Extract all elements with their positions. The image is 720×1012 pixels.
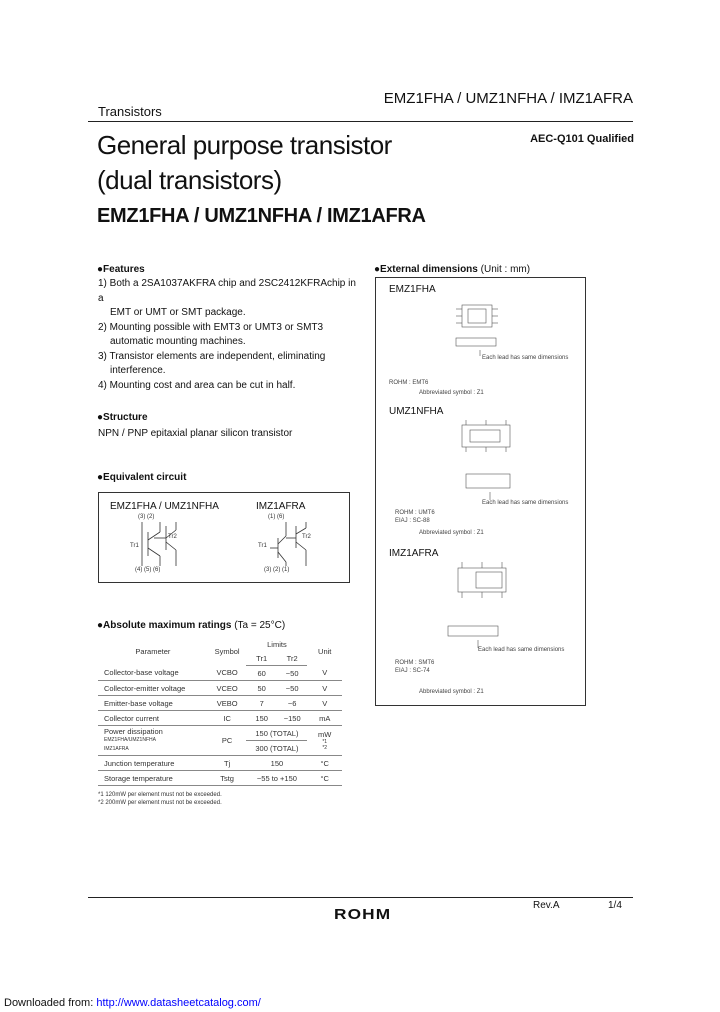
bullet-icon: ● [97,472,104,483]
col-symbol: Symbol [214,646,240,656]
col-parameter: Parameter [135,646,171,656]
rohm-logo: ROHM [334,906,392,923]
col-unit: Unit [318,646,332,656]
features-heading: ●Features [97,264,145,275]
dimensions-heading: ●External dimensions (Unit : mm) [374,264,531,275]
col-tr1: Tr1 [246,651,277,666]
bullet-icon: ● [97,412,104,423]
bullet-icon: ● [97,620,104,631]
list-item: EMT or UMT or SMT package. [110,307,246,318]
circuit-right-top-pins: (1) (6) [268,514,285,520]
circuit-right-bottom-pins: (3) (2) (1) [264,567,290,573]
list-item: 3) Transistor elements are independent, eliminating [98,350,326,362]
pkg1-abbrev: Abbreviated symbol : Z1 [419,390,484,396]
ratings-heading: ●Absolute maximum ratings (Ta = 25°C) [97,620,286,631]
table-row: 300 (TOTAL) [98,741,342,756]
revision: Rev.A [533,900,560,911]
bullet-icon: ● [374,264,381,275]
structure-heading: ●Structure [97,412,148,423]
pkg3-abbrev: Abbreviated symbol : Z1 [419,689,484,695]
pkg2-code1: ROHM : UMT6 [395,510,435,516]
pkg1-note: Each lead has same dimensions [482,355,569,361]
equivalent-circuit-heading: ●Equivalent circuit [97,472,187,483]
table-row: Collector-base voltage VCBO 60 −50 V [98,666,342,681]
pkg2-name: UMZ1NFHA [389,406,444,417]
list-item: automatic mounting machines. [110,336,246,347]
circuit-left-bottom-pins: (4) (5) (6) [135,567,161,573]
list-item: 1) Both a 2SA1037AKFRA chip and 2SC2412KFRAchip in a [98,278,356,304]
circuit-right-tr1: Tr1 [258,543,267,549]
footnote: *1 120mW per element must not be exceeded. [98,792,222,798]
table-row: Collector current IC 150 −150 mA [98,711,342,726]
footnote: *2 200mW per element must not be exceeded. [98,800,222,806]
pkg2-code2: EIAJ : SC-88 [395,518,430,524]
circuit-right-label: IMZ1AFRA [256,501,306,512]
footer-rule [88,897,633,898]
circuit-right-tr2: Tr2 [302,534,311,540]
qualification-badge: AEC-Q101 Qualified [530,133,634,145]
download-line [4,997,261,1009]
pkg2-abbrev: Abbreviated symbol : Z1 [419,530,484,536]
pkg1-name: EMZ1FHA [389,284,436,295]
pkg1-code: ROHM : EMT6 [389,380,429,386]
pkg3-code1: ROHM : SMT6 [395,660,435,666]
pkg2-note: Each lead has same dimensions [482,500,569,506]
list-item: 2) Mounting possible with EMT3 or UMT3 or SMT3 [98,321,324,333]
table-row: Collector-emitter voltage VCEO 50 −50 V [98,681,342,696]
pkg3-note: Each lead has same dimensions [478,647,565,653]
circuit-left-label: EMZ1FHA / UMZ1NFHA [110,501,219,512]
bullet-icon: ● [97,264,104,275]
list-item: interference. [110,365,166,376]
pkg3-code2: EIAJ : SC-74 [395,668,430,674]
pkg3-name: IMZ1AFRA [389,548,439,559]
circuit-left-tr2: Tr2 [168,534,177,540]
circuit-left-top-pins: (3) (2) [138,514,155,520]
table-row: Power dissipation EMZ1FHA/UMZ1NFHA IMZ1AFRA PC 150 (TOTAL) mW *1 *2 [98,726,342,741]
download-label: Downloaded from: [4,997,94,1009]
page-title-line2: (dual transistors) [97,165,282,195]
table-row: Storage temperature Tstg −55 to +150 °C [98,771,342,786]
download-link[interactable]: http://www.datasheetcatalog.com/ [96,997,261,1009]
table-row: Emitter-base voltage VEBO 7 −6 V [98,696,342,711]
structure-text: NPN / PNP epitaxial planar silicon transistor [98,428,293,439]
header-category: Transistors [98,104,162,119]
title-part-numbers: EMZ1FHA / UMZ1NFHA / IMZ1AFRA [97,205,426,227]
table-row: Junction temperature Tj 150 °C [98,756,342,771]
list-item: 4) Mounting cost and area can be cut in half. [98,379,296,391]
circuit-left-tr1: Tr1 [130,543,139,549]
page-title-line1: General purpose transistor [97,130,392,160]
page-number: 1/4 [608,900,622,911]
header-part-numbers: EMZ1FHA / UMZ1NFHA / IMZ1AFRA [383,90,633,107]
col-tr2: Tr2 [277,651,308,666]
col-limits: Limits [267,639,287,649]
